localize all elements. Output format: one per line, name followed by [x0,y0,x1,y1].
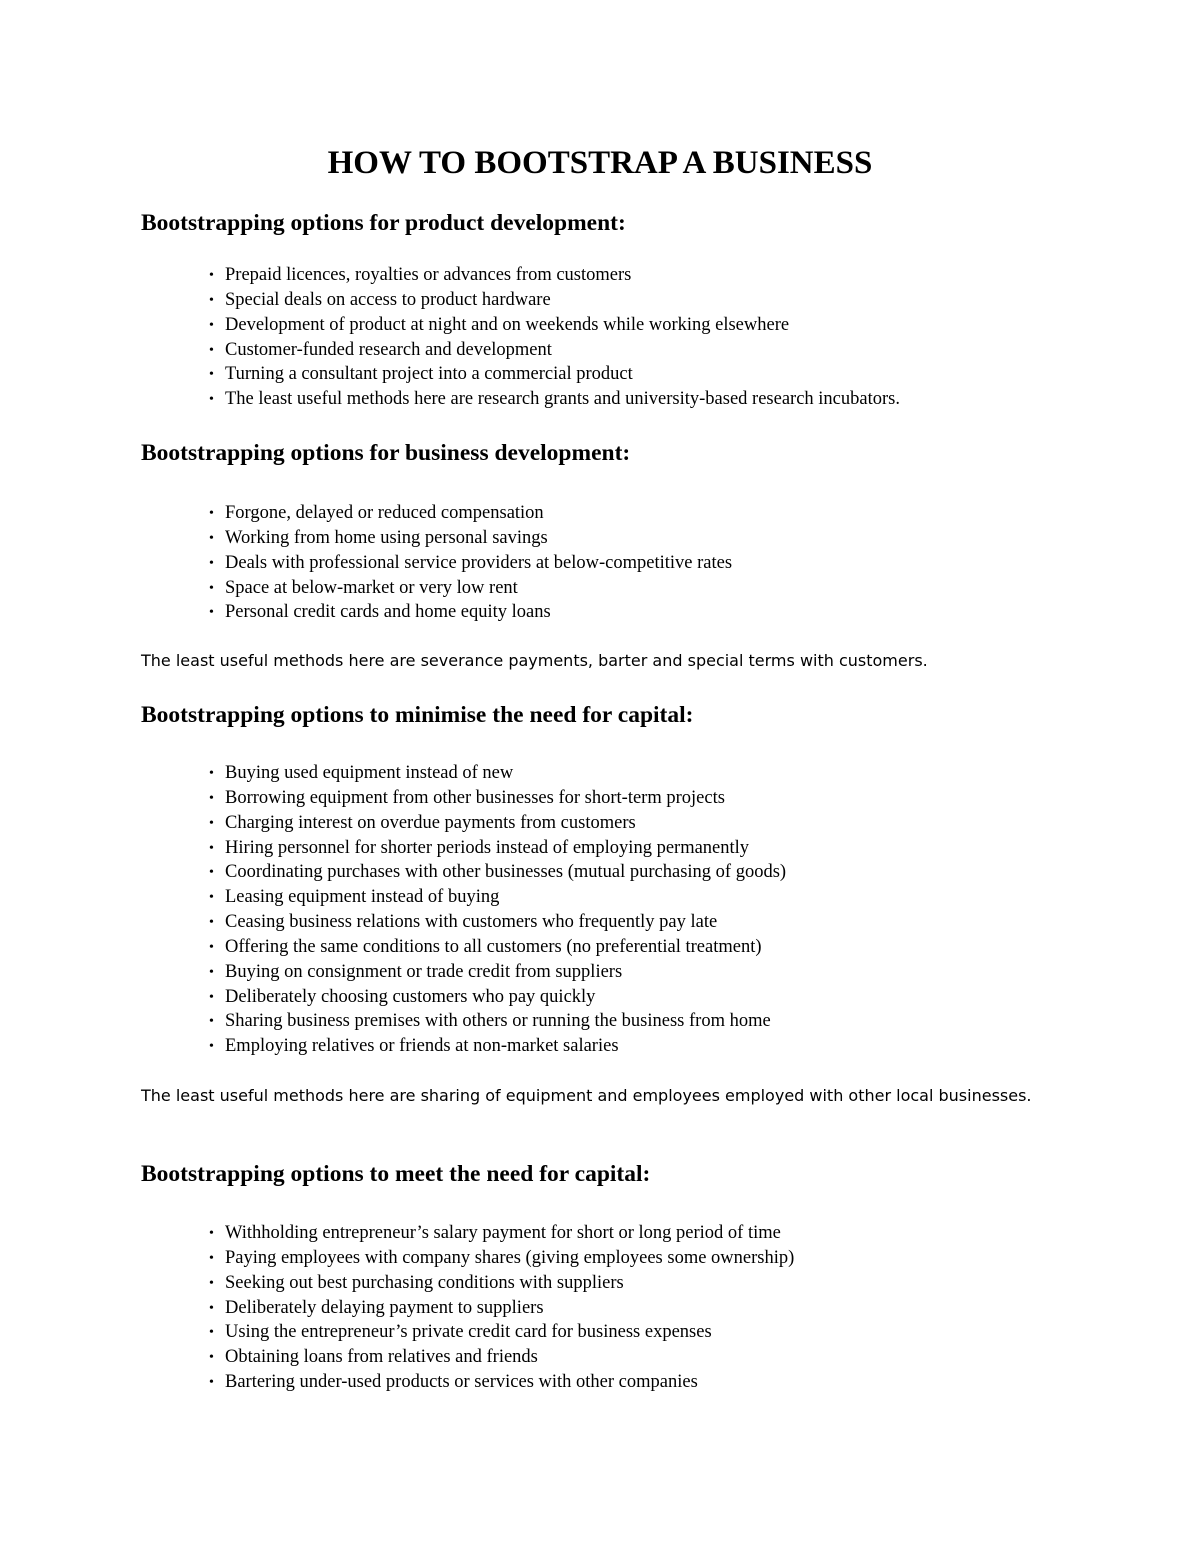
bullet-icon: • [209,605,214,621]
bullet-icon: • [209,555,214,571]
document-title: HOW TO BOOTSTRAP A BUSINESS [327,145,873,181]
section-note-business-development: The least useful methods here are severance payments, barter and special terms with customers. [141,651,928,670]
bullet-icon: • [209,790,214,806]
list-item-text: Ceasing business relations with customers who frequently pay late [225,912,718,933]
list-item [209,910,786,935]
list-item-text: Paying employees with company shares (giving employees some ownership) [225,1247,795,1268]
list-item [209,288,900,313]
list-item [209,860,786,885]
bullet-icon: • [209,1014,214,1030]
list-item [209,1034,786,1059]
bullet-list-business-development [209,501,732,625]
list-item-text: Employing relatives or friends at non-market salaries [225,1036,619,1057]
bullet-list-product-development [209,263,900,412]
section-heading-meet-capital: Bootstrapping options to meet the need for capital: [141,1161,651,1187]
list-item-text: Buying used equipment instead of new [225,763,514,783]
bullet-icon: • [209,1226,214,1241]
list-item-text: Using the entrepreneur’s private credit card for business expenses [225,1322,712,1343]
bullet-icon: • [209,292,214,308]
list-item-text: Withholding entrepreneur’s salary payment for short or long period of time [225,1223,781,1243]
list-item-text: Space at below-market or very low rent [225,577,518,598]
list-item-text: Bartering under-used products or services with other companies [225,1372,698,1393]
list-item-text: Obtaining loans from relatives and friends [225,1347,538,1368]
list-item [209,1296,794,1321]
bullet-icon: • [209,915,214,931]
bullet-icon: • [209,580,214,596]
list-item-text: Charging interest on overdue payments from customers [225,812,636,833]
list-item [209,338,900,363]
bullet-icon: • [209,268,214,283]
bullet-icon: • [209,1275,214,1291]
list-item [209,1271,794,1296]
bullet-icon: • [209,815,214,831]
list-item-text: Development of product at night and on weekends while working elsewhere [225,314,790,335]
section-heading-minimise-capital: Bootstrapping options to minimise the need for capital: [141,702,694,728]
section-heading-business-development: Bootstrapping options for business development: [141,440,631,466]
list-item [209,1221,794,1246]
list-item [209,761,786,786]
list-item-text: Seeking out best purchasing conditions with suppliers [225,1272,624,1293]
bullet-icon: • [209,1350,214,1366]
bullet-icon: • [209,392,214,408]
bullet-icon: • [209,1300,214,1316]
list-item [209,935,786,960]
list-item [209,1320,794,1345]
bullet-icon: • [209,317,214,333]
list-item-text: Forgone, delayed or reduced compensation [225,503,544,523]
list-item-text: Customer-funded research and development [225,339,552,360]
bullet-icon: • [209,1325,214,1341]
list-item [209,1246,794,1271]
list-item [209,387,900,412]
list-item [209,836,786,861]
bullet-icon: • [209,506,214,521]
list-item-text: Personal credit cards and home equity loans [225,602,551,623]
list-item [209,811,786,836]
list-item [209,313,900,338]
list-item-text: Leasing equipment instead of buying [225,887,500,908]
bullet-icon: • [209,890,214,906]
list-item [209,1345,794,1370]
list-item [209,501,732,526]
bullet-icon: • [209,939,214,955]
list-item [209,551,732,576]
list-item-text: The least useful methods here are research grants and university-based research incubators. [225,389,900,410]
bullet-icon: • [209,964,214,980]
list-item [209,1370,794,1395]
bullet-icon: • [209,342,214,358]
list-item [209,600,732,625]
bullet-icon: • [209,989,214,1005]
list-item-text: Special deals on access to product hardware [225,289,551,310]
bullet-icon: • [209,1250,214,1266]
bullet-icon: • [209,865,214,881]
bullet-icon: • [209,840,214,856]
list-item-text: Deliberately delaying payment to suppliers [225,1297,544,1318]
list-item [209,985,786,1010]
bullet-icon: • [209,530,214,546]
list-item [209,362,900,387]
bullet-list-meet-capital [209,1221,794,1395]
list-item [209,576,732,601]
list-item-text: Working from home using personal savings [225,527,548,548]
bullet-icon: • [209,1375,214,1391]
section-heading-product-development: Bootstrapping options for product development: [141,210,626,236]
list-item-text: Buying on consignment or trade credit from suppliers [225,961,623,982]
list-item-text: Borrowing equipment from other businesses for short-term projects [225,787,725,808]
bullet-icon: • [209,367,214,383]
list-item [209,526,732,551]
list-item-text: Deals with professional service providers at below-competitive rates [225,552,733,573]
list-item-text: Prepaid licences, royalties or advances from customers [225,265,632,285]
list-item-text: Hiring personnel for shorter periods instead of employing permanently [225,837,750,858]
list-item [209,960,786,985]
section-note-minimise-capital: The least useful methods here are sharing of equipment and employees employed with other local businesses. [141,1086,1032,1105]
list-item-text: Sharing business premises with others or running the business from home [225,1011,771,1032]
bullet-icon: • [209,766,214,781]
list-item [209,263,900,288]
bullet-list-minimise-capital [209,761,786,1059]
list-item [209,1009,786,1034]
list-item-text: Deliberately choosing customers who pay quickly [225,986,596,1007]
list-item-text: Turning a consultant project into a commercial product [225,364,633,385]
list-item [209,885,786,910]
bullet-icon: • [209,1039,214,1055]
list-item-text: Coordinating purchases with other businesses (mutual purchasing of goods) [225,862,787,883]
list-item-text: Offering the same conditions to all customers (no preferential treatment) [225,936,762,957]
list-item [209,786,786,811]
